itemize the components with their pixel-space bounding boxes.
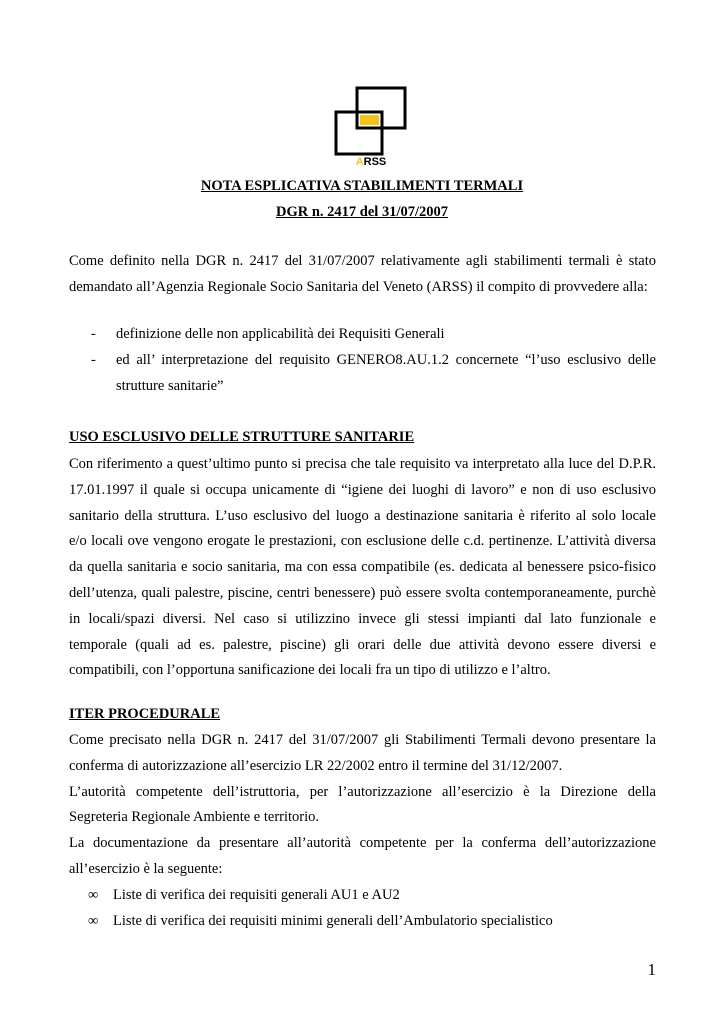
section-heading-iter-procedurale: ITER PROCEDURALE (69, 706, 221, 722)
section-heading-uso-esclusivo: USO ESCLUSIVO DELLE STRUTTURE SANITARIE (69, 429, 415, 445)
intro-line: demandato all’Agenzia Regionale Socio Sanitaria del Veneto (ARSS) il compito di provvedere alla: (69, 278, 648, 295)
documentation-list (69, 883, 656, 935)
paragraph-line: temporale (quali ad es. palestre, piscine) gli orari delle due attività devono essere diversi e (69, 636, 656, 653)
paragraph-line: Come precisato nella DGR n. 2417 del 31/07/2007 gli Stabilimenti Termali devono presentare la (69, 732, 656, 748)
paragraph-line: e/o locali ove vengono erogate le prestazioni, con esclusione delle c.d. pertinenze. L’attività diversa (69, 533, 656, 550)
dash-marker: - (91, 351, 96, 368)
list-item-text: Liste di verifica dei requisiti minimi generali dell’Ambulatorio specialistico (113, 912, 553, 929)
arss-logo (334, 86, 408, 172)
arss-logo-icon (334, 86, 408, 156)
list-item (69, 883, 656, 909)
list-item-text: Liste di verifica dei requisiti generali AU1 e AU2 (113, 887, 400, 903)
paragraph-line: all’esercizio è la seguente: (69, 860, 223, 877)
paragraph-line: L’autorità competente dell’istruttoria, per l’autorizzazione all’esercizio è la Direzione della (69, 783, 656, 800)
section-iter-procedurale-paragraph (69, 728, 656, 883)
list-item-text: ed all’ interpretazione del requisito GENERO8.AU.1.2 concernete “l’uso esclusivo delle (116, 351, 656, 368)
document-title: NOTA ESPLICATIVA STABILIMENTI TERMALI (200, 178, 524, 194)
paragraph-line: compatibili, con l’opportuna sanificazione dei locali fra un tipo di utilizzo e l’altro. (69, 662, 551, 679)
list-item (69, 348, 656, 400)
dash-list (69, 322, 656, 399)
document-subtitle: DGR n. 2417 del 31/07/2007 (276, 204, 448, 220)
paragraph-line: in locali/spazi diversi. Nel caso si utilizzino invece gli stessi impianti dal lato funzionale e (69, 610, 656, 627)
intro-paragraph (69, 249, 656, 301)
list-item-text: strutture sanitarie” (116, 377, 224, 394)
list-item (69, 322, 656, 348)
infinity-bullet-icon: ∞ (88, 912, 99, 929)
section-uso-esclusivo-paragraph (69, 452, 656, 684)
paragraph-line: La documentazione da presentare all’autorità competente per la conferma dell’autorizzazione (69, 835, 656, 852)
infinity-bullet-icon: ∞ (88, 887, 99, 903)
logo-text: ARSS (355, 156, 387, 168)
intro-line: Come definito nella DGR n. 2417 del 31/07/2007 relativamente agli stabilimenti termali è stato (69, 253, 656, 269)
paragraph-line: da quella sanitaria e socio sanitaria, ma con essa compatibile (es. dedicata al benessere psico-fisico (69, 559, 656, 576)
paragraph-line: dell’utenza, quali palestre, piscine, centri benessere) può essere svolta contemporaneamente, purchè (69, 584, 656, 601)
paragraph-line: sanitario della struttura. L’uso esclusivo del luogo a destinazione sanitaria è riferito al solo locale (69, 507, 656, 524)
paragraph-line: Segreteria Regionale Ambiente e territorio. (69, 809, 320, 826)
page-number: 1 (647, 960, 656, 979)
paragraph-line: Con riferimento a quest’ultimo punto si precisa che tale requisito va interpretato alla luce del D.P.R. (69, 456, 656, 472)
dash-marker: - (91, 326, 96, 342)
paragraph-line: conferma di autorizzazione all’esercizio LR 22/2002 entro il termine del 31/12/2007. (69, 757, 563, 774)
paragraph-line: 17.01.1997 il quale si occupa unicamente di “igiene dei luoghi di lavoro” e non di uso esclusivo (69, 481, 656, 498)
list-item (69, 909, 656, 935)
list-item-text: definizione delle non applicabilità dei Requisiti Generali (116, 326, 445, 342)
